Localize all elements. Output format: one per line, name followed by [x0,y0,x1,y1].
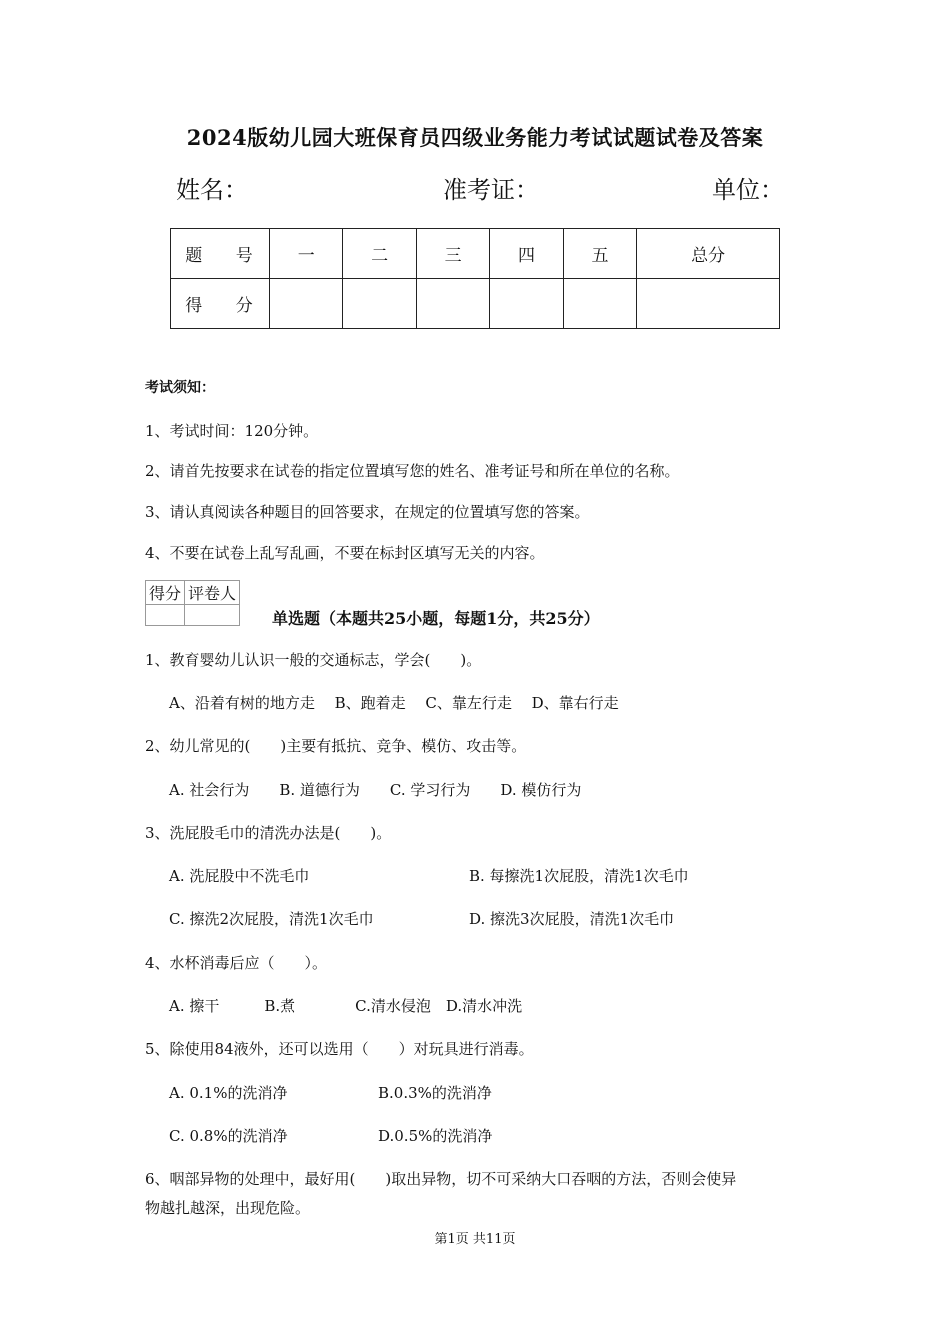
grader-box [145,580,240,626]
notice-item: 2、请首先按要求在试卷的指定位置填写您的姓名、准考证号和所在单位的名称。 [145,462,680,480]
question-4: 4、水杯消毒后应（ ）。 [145,954,328,972]
question-5-option-c: C. 0.8%的洗消净 [169,1127,288,1145]
score-label: 得 分 [171,279,270,329]
score-table-header-row [171,229,780,279]
question-6: 6、咽部异物的处理中，最好用( )取出异物，切不可采纳大口吞咽的方法，否则会使异 [145,1170,737,1188]
score-cell-total[interactable] [637,279,780,329]
score-col-3: 三 [416,229,489,279]
score-cell-3[interactable] [416,279,489,329]
question-5: 5、除使用84液外，还可以选用（ ）对玩具进行消毒。 [145,1040,534,1058]
score-col-5: 五 [563,229,636,279]
notice-item: 4、不要在试卷上乱写乱画，不要在标封区填写无关的内容。 [145,544,545,562]
grader-reviewer-cell[interactable] [185,605,240,626]
score-cell-5[interactable] [563,279,636,329]
question-4-options: A. 擦干 B.煮 C.清水侵泡 D.清水冲洗 [169,997,523,1015]
question-5-option-b: B.0.3%的洗消净 [378,1084,492,1102]
question-6-continued: 物越扎越深，出现危险。 [145,1199,311,1217]
grader-score-label: 得分 [146,581,185,605]
document-title: 2024版幼儿园大班保育员四级业务能力考试试题试卷及答案 [186,125,764,150]
notice-item: 3、请认真阅读各种题目的回答要求，在规定的位置填写您的答案。 [145,503,590,521]
question-3: 3、洗屁股毛巾的清洗办法是( )。 [145,824,392,842]
question-2-options: A. 社会行为 B. 道德行为 C. 学习行为 D. 模仿行为 [169,781,582,799]
name-field-label: 姓名： [176,176,248,204]
question-5-option-d: D.0.5%的洗消净 [378,1127,493,1145]
question-number-label: 题 号 [171,229,270,279]
score-table-score-row [171,279,780,329]
page-footer: 第1页 共11页 [434,1232,516,1247]
score-cell-4[interactable] [490,279,563,329]
notice-item: 1、考试时间：120分钟。 [145,422,319,440]
question-3-option-c: C. 擦洗2次屁股，清洗1次毛巾 [169,910,374,928]
unit-field-label: 单位： [712,176,784,204]
question-1: 1、教育婴幼儿认识一般的交通标志，学会( )。 [145,651,482,669]
score-col-total: 总分 [637,229,780,279]
question-2: 2、幼儿常见的( )主要有抵抗、竞争、模仿、攻击等。 [145,737,527,755]
score-table [170,228,780,329]
exam-id-field-label: 准考证： [443,176,539,204]
question-1-options: A、沿着有树的地方走 B、跑着走 C、靠左行走 D、靠右行走 [169,694,619,712]
score-col-1: 一 [270,229,343,279]
score-col-2: 二 [343,229,416,279]
question-5-option-a: A. 0.1%的洗消净 [169,1084,288,1102]
score-col-4: 四 [490,229,563,279]
grader-reviewer-label: 评卷人 [185,581,240,605]
grader-score-cell[interactable] [146,605,185,626]
question-3-option-b: B. 每擦洗1次屁股，清洗1次毛巾 [469,867,689,885]
section-title: 单选题（本题共25小题，每题1分，共25分） [272,609,600,628]
question-3-option-d: D. 擦洗3次屁股，清洗1次毛巾 [469,910,675,928]
question-3-option-a: A. 洗屁股中不洗毛巾 [169,867,310,885]
notice-heading: 考试须知： [145,380,215,396]
score-cell-1[interactable] [270,279,343,329]
score-cell-2[interactable] [343,279,416,329]
